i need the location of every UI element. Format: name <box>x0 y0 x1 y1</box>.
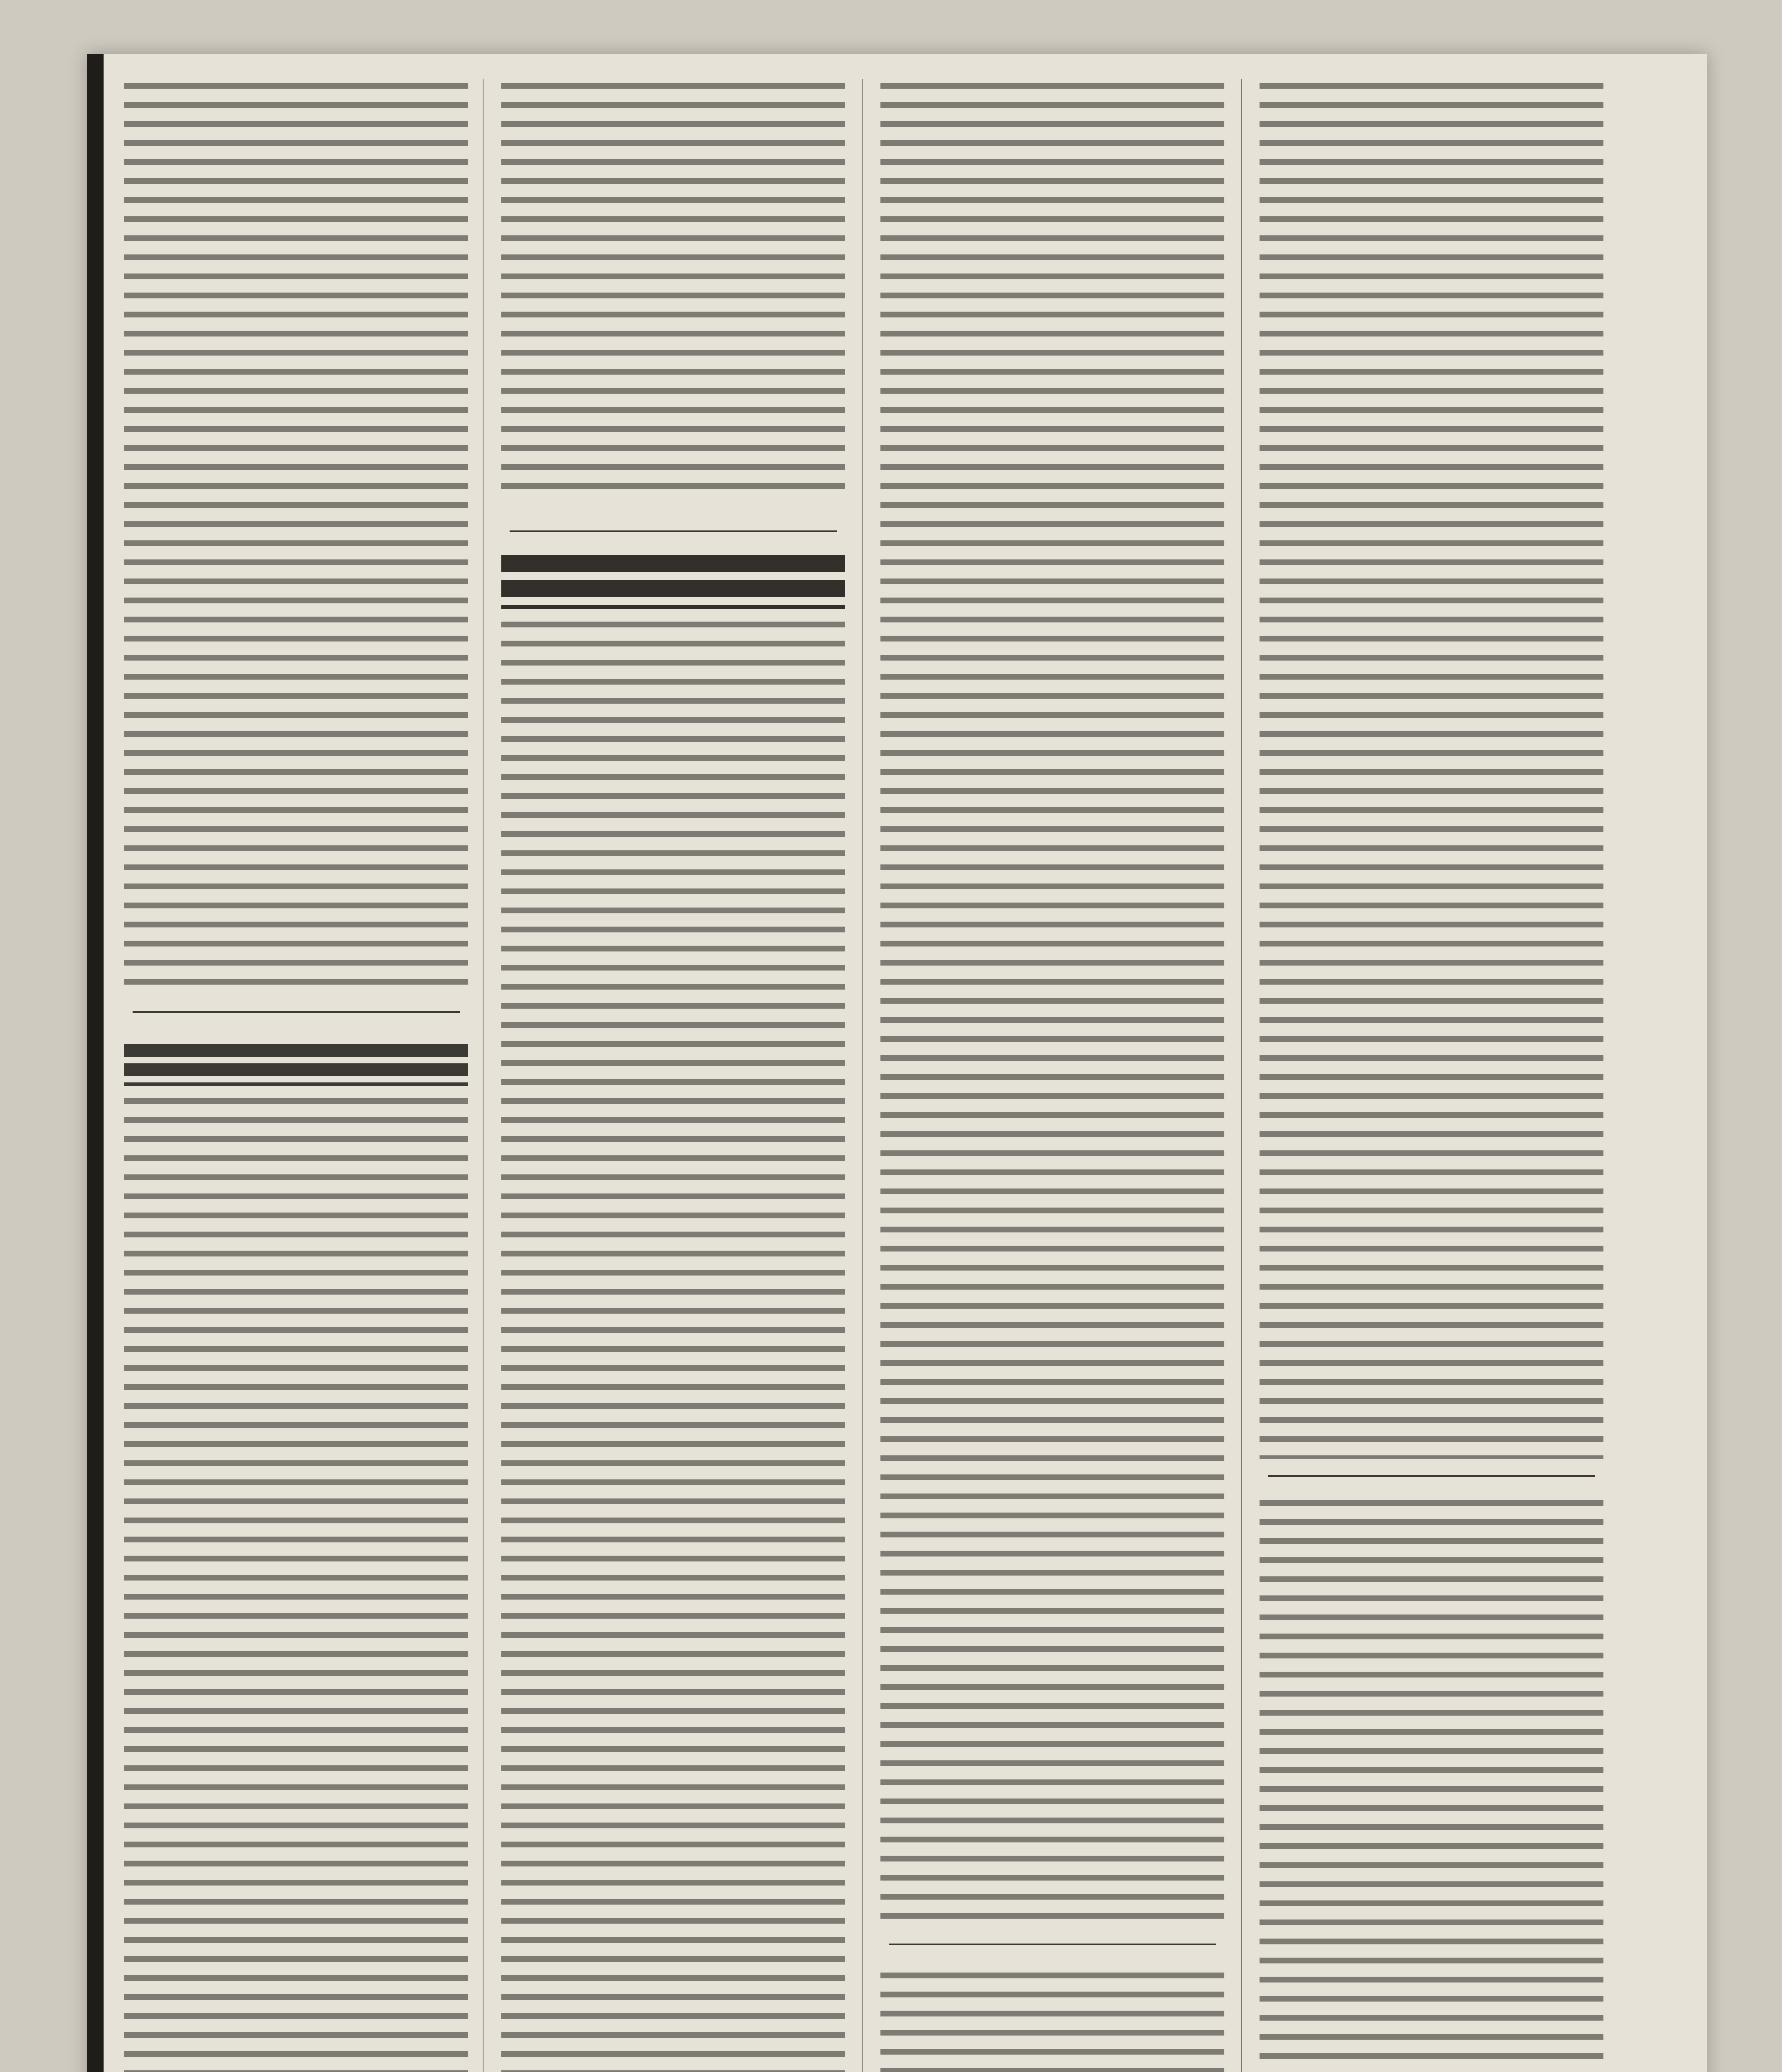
column-rule <box>1241 79 1242 2072</box>
column-1 <box>124 83 468 2072</box>
text-block <box>880 1973 1224 2072</box>
section-heading <box>501 555 845 609</box>
text-block <box>124 1098 468 2072</box>
text-block <box>880 83 1224 1927</box>
column-2 <box>501 83 845 2072</box>
divider <box>133 1011 460 1013</box>
divider <box>889 1944 1216 1945</box>
scan-edge <box>87 54 104 2072</box>
text-block <box>1260 1500 1603 2072</box>
column-rule <box>862 79 863 2072</box>
column-3 <box>880 83 1224 2072</box>
text-block <box>501 83 845 501</box>
text-block <box>501 622 845 2072</box>
column-4 <box>1260 83 1603 2072</box>
divider <box>510 530 837 532</box>
article-heading <box>124 1044 468 1086</box>
divider <box>1268 1475 1595 1477</box>
column-rule <box>483 79 484 2072</box>
text-block <box>1260 83 1603 1459</box>
text-block <box>124 83 468 986</box>
newspaper-page <box>87 54 1707 2072</box>
